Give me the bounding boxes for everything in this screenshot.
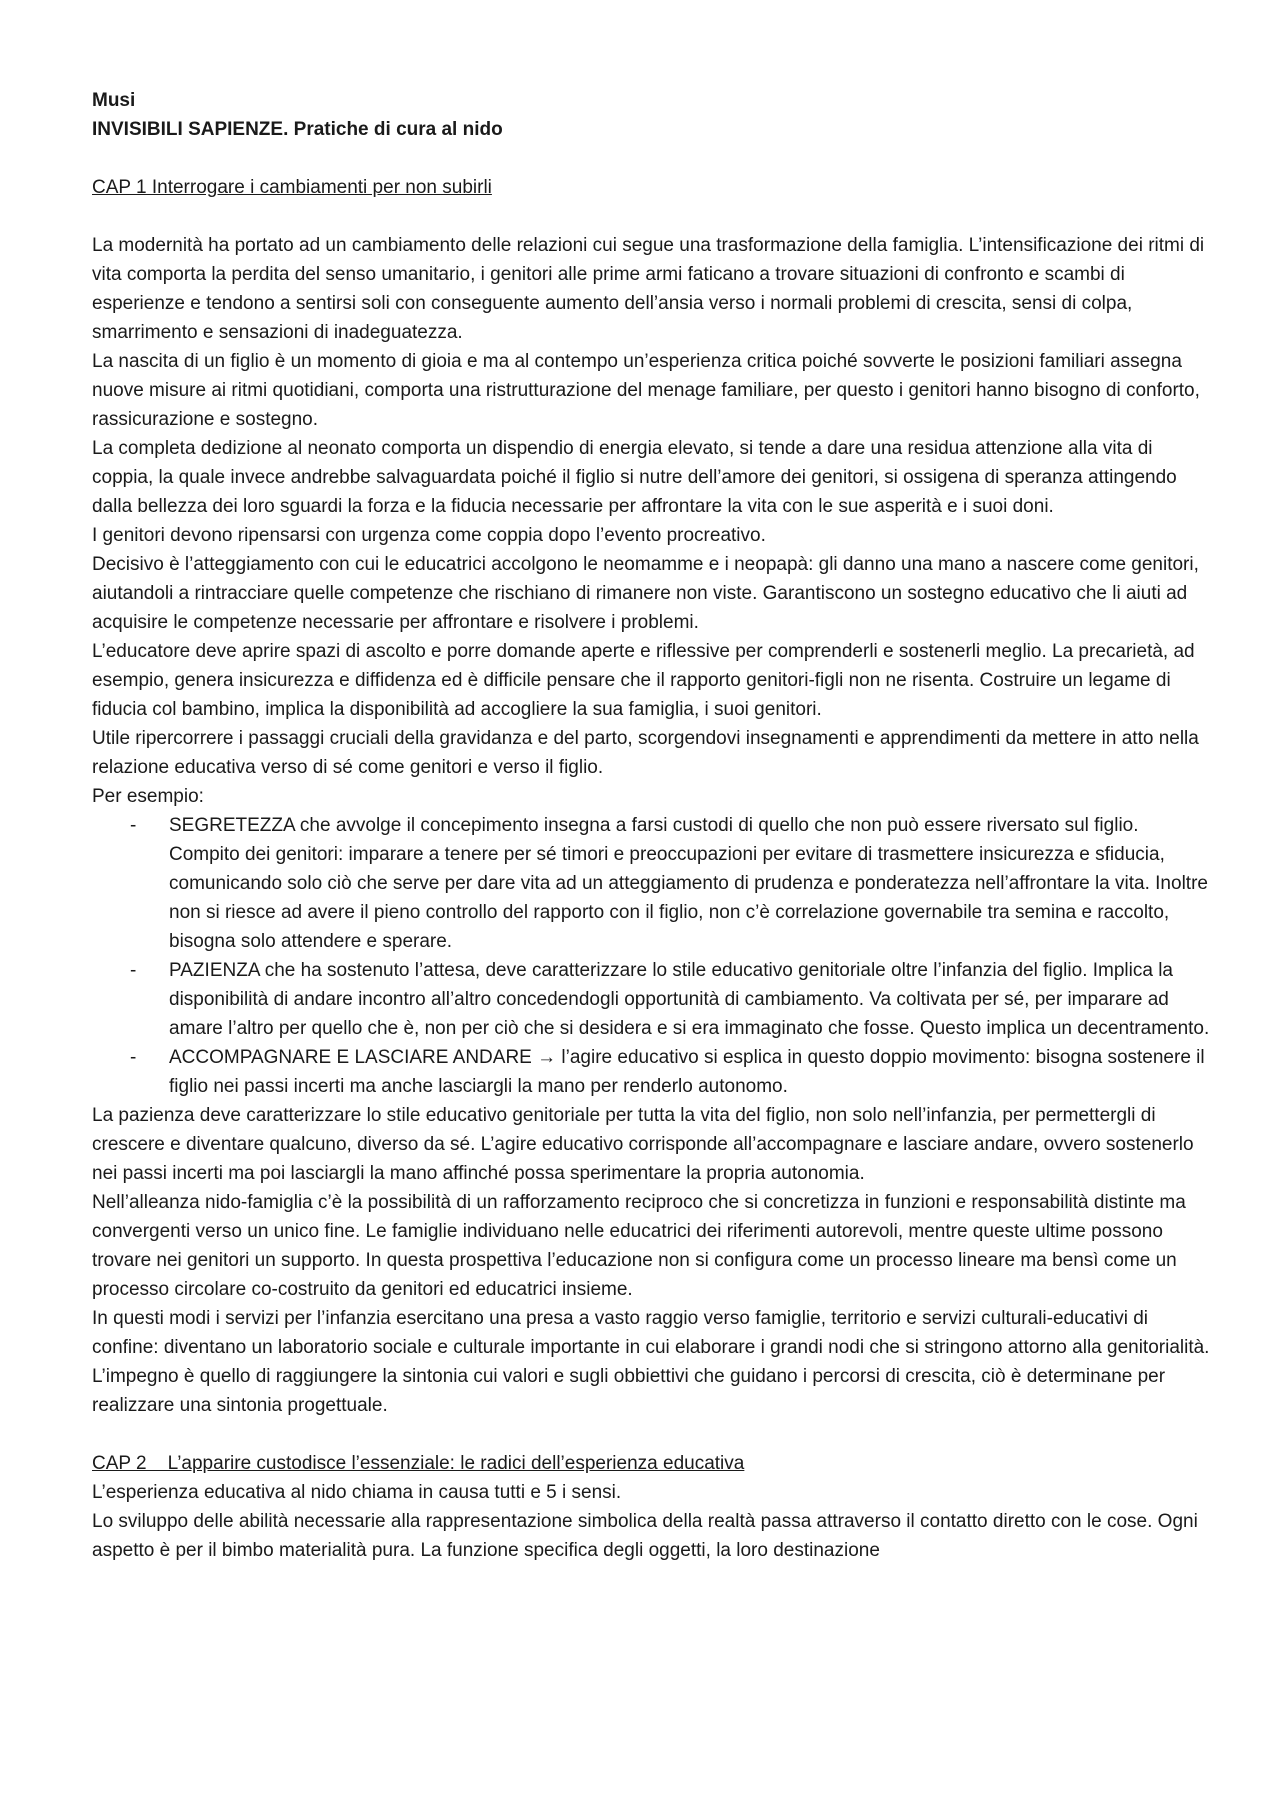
cap1-paragraph: In questi modi i servizi per l’infanzia esercitano una presa a vasto raggio verso famiglie, territorio e servizi culturali-educativi di confine: diventano un laboratorio sociale e culturale importante in cui elaborare i grandi nodi che si stringono attorno alla genitorialità. L’impegno è quello di raggiungere la sintonia cui valori e sugli obbiettivi che guidano i percorsi di crescita, ciò è determinane per realizzare una sintonia progettuale. — [92, 1308, 1210, 1416]
chapter-2-heading: CAP 2 L’apparire custodisce l’essenziale: le radici dell’esperienza educativa — [92, 1453, 745, 1474]
cap1-paragraph: I genitori devono ripensarsi con urgenza come coppia dopo l’evento procreativo. — [92, 525, 766, 546]
dash-bullet: - — [130, 960, 137, 981]
dash-bullet: - — [130, 815, 137, 836]
cap1-paragraph: Nell’alleanza nido-famiglia c’è la possibilità di un rafforzamento reciproco che si concretizza in funzioni e responsabilità distinte ma convergenti verso un unico fine. Le famiglie individuano nelle educatrici dei riferimenti autorevoli, mentre queste ultime possono trovare nei genitori un supporto. In questa prospettiva l’educazione non si configura come un processo lineare ma bensì come un processo circolare co-costruito da genitori ed educatrici insieme. — [92, 1192, 1186, 1300]
cap1-paragraph: La modernità ha portato ad un cambiamento delle relazioni cui segue una trasformazione della famiglia. L’intensificazione dei ritmi di vita comporta la perdita del senso umanitario, i genitori alle prime armi faticano a trovare situazioni di confronto e scambi di esperienze e tendono a sentirsi soli con conseguente aumento dell’ansia verso i normali problemi di crescita, sensi di colpa, smarrimento e sensazioni di inadeguatezza. — [92, 235, 1205, 343]
list-item — [92, 811, 1212, 956]
cap1-paragraph: La pazienza deve caratterizzare lo stile educativo genitoriale per tutta la vita del figlio, non solo nell’infanzia, per permettergli di crescere e diventare qualcuno, diverso da sé. L’agire educativo corrisponde all’accompagnare e lasciare andare, ovvero sostenerlo nei passi incerti ma poi lasciargli la mano affinché possa sperimentare la propria autonomia. — [92, 1105, 1194, 1184]
document-page — [92, 86, 1212, 1565]
document-title: INVISIBILI SAPIENZE. Pratiche di cura al nido — [92, 119, 503, 140]
cap2-paragraph: Lo sviluppo delle abilità necessarie alla rappresentazione simbolica della realtà passa attraverso il contatto diretto con le cose. Ogni aspetto è per il bimbo materialità pura. La funzione specifica degli oggetti, la loro destinazione — [92, 1511, 1198, 1561]
spacer — [92, 1420, 1212, 1449]
chapter-1-heading: CAP 1 Interrogare i cambiamenti per non subirli — [92, 177, 492, 198]
cap1-paragraph: Utile ripercorrere i passaggi cruciali della gravidanza e del parto, scorgendovi insegnamenti e apprendimenti da mettere in atto nella relazione educativa verso di sé come genitori e verso il figlio. — [92, 728, 1199, 778]
bullet-list — [92, 811, 1212, 1101]
list-item — [92, 956, 1212, 1043]
list-item-text: ACCOMPAGNARE E LASCIARE ANDARE → l’agire educativo si esplica in questo doppio movimento: bisogna sostenere il figlio nei passi incerti ma anche lasciargli la mano per renderlo autonomo. — [169, 1047, 1205, 1097]
cap1-paragraph: Per esempio: — [92, 786, 204, 807]
cap2-paragraph: L’esperienza educativa al nido chiama in causa tutti e 5 i sensi. — [92, 1482, 622, 1503]
cap1-paragraph: La completa dedizione al neonato comporta un dispendio di energia elevato, si tende a dare una residua attenzione alla vita di coppia, la quale invece andrebbe salvaguardata poiché il figlio si nutre dell’amore dei genitori, si ossigena di speranza attingendo dalla bellezza dei loro sguardi la forza e la fiducia necessarie per affrontare la vita con le sue asperità e i suoi doni. — [92, 438, 1177, 517]
spacer — [92, 202, 1212, 231]
list-item-text: SEGRETEZZA che avvolge il concepimento insegna a farsi custodi di quello che non può essere riversato sul figlio. Compito dei genitori: imparare a tenere per sé timori e preoccupazioni per evitare di trasmettere insicurezza e sfiducia, comunicando solo ciò che serve per dare vita ad un atteggiamento di prudenza e ponderatezza nell’affrontare la vita. Inoltre non si riesce ad avere il pieno controllo del rapporto con il figlio, non c’è correlazione governabile tra semina e raccolto, bisogna solo attendere e sperare. — [169, 815, 1208, 952]
list-item-text: PAZIENZA che ha sostenuto l’attesa, deve caratterizzare lo stile educativo genitoriale oltre l’infanzia del figlio. Implica la disponibilità di andare incontro all’altro concedendogli opportunità di cambiamento. Va coltivata per sé, per imparare ad amare l’altro per quello che è, non per ciò che si desidera e si era immaginato che fosse. Questo implica un decentramento. — [169, 960, 1210, 1039]
list-item — [92, 1043, 1212, 1101]
cap1-paragraph: Decisivo è l’atteggiamento con cui le educatrici accolgono le neomamme e i neopapà: gli danno una mano a nascere come genitori, aiutandoli a rintracciare quelle competenze che rischiano di rimanere non viste. Garantiscono un sostegno educativo che li aiuti ad acquisire le competenze necessarie per affrontare e risolvere i problemi. — [92, 554, 1199, 633]
cap1-paragraph: La nascita di un figlio è un momento di gioia e ma al contempo un’esperienza critica poiché sovverte le posizioni familiari assegna nuove misure ai ritmi quotidiani, comporta una ristrutturazione del menage familiare, per questo i genitori hanno bisogno di conforto, rassicurazione e sostegno. — [92, 351, 1200, 430]
dash-bullet: - — [130, 1047, 137, 1068]
author-name: Musi — [92, 90, 136, 111]
cap1-paragraph: L’educatore deve aprire spazi di ascolto e porre domande aperte e riflessive per comprenderli e sostenerli meglio. La precarietà, ad esempio, genera insicurezza e diffidenza ed è difficile pensare che il rapporto genitori-figli non ne risenta. Costruire un legame di fiducia col bambino, implica la disponibilità ad accogliere la sua famiglia, i suoi genitori. — [92, 641, 1195, 720]
spacer — [92, 144, 1212, 173]
